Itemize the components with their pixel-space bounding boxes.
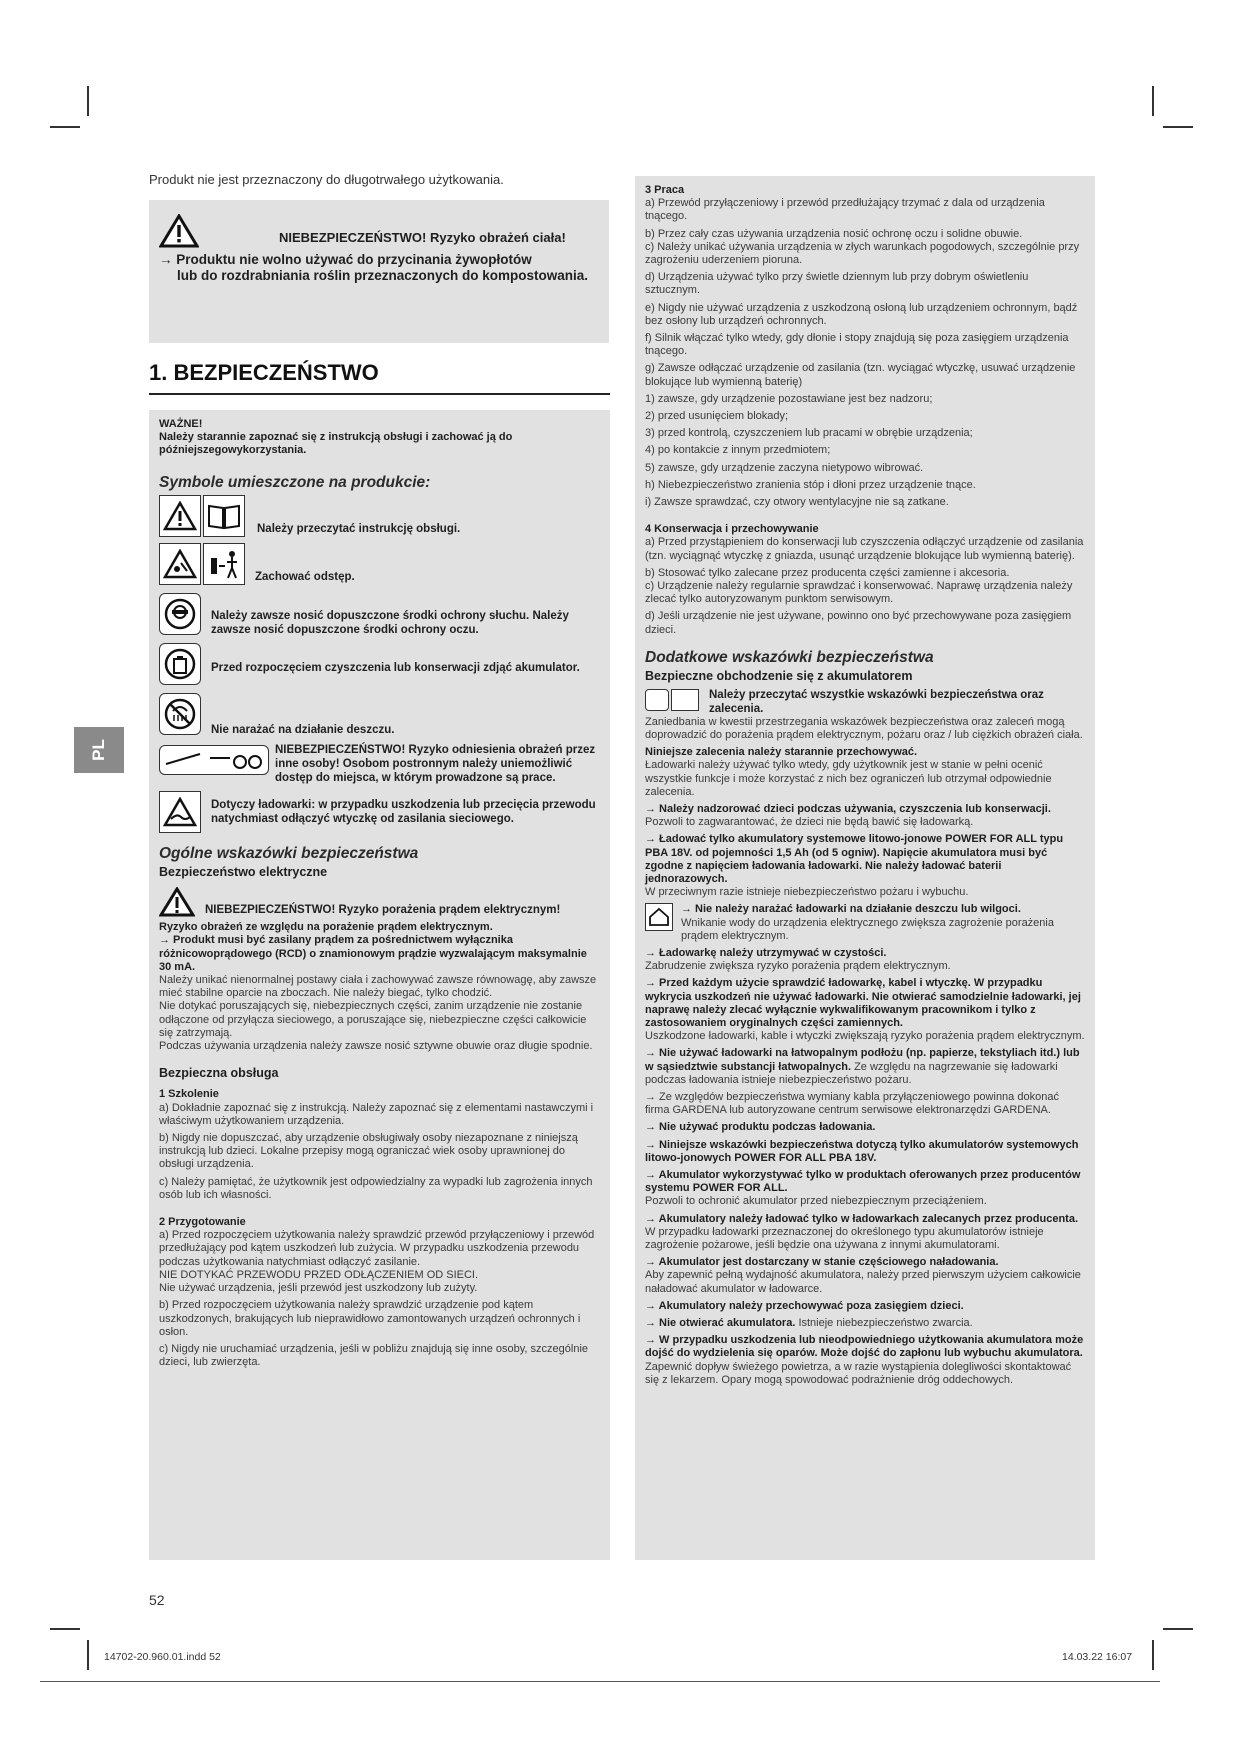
symbol-text: Dotyczy ładowarki: w przypadku uszkodzenia lub przecięcia przewodu natychmiast odłączyć wtyczkę od zasilania sieciowego. bbox=[211, 798, 596, 825]
symbol-row bbox=[159, 543, 600, 585]
general-heading: Ogólne wskazówki bezpieczeństwa bbox=[159, 844, 419, 862]
page-number: 52 bbox=[149, 1592, 165, 1608]
training-item: a) Dokładnie zapoznać się z instrukcją. Należy zapoznać się z elementami nastawczymi i właściwym użytkowaniem urządzenia. bbox=[159, 1101, 594, 1127]
no-rain-icon bbox=[159, 693, 201, 735]
symbol-text: Przed rozpoczęciem czyszczenia lub konserwacji zdjąć akumulator. bbox=[211, 661, 580, 674]
symbol-row bbox=[159, 691, 600, 737]
safe-operation-heading: Bezpieczna obsługa bbox=[159, 1066, 279, 1081]
warning-triangle-icon bbox=[159, 887, 195, 917]
preparation-heading: 2 Przygotowanie bbox=[159, 1216, 246, 1229]
training-item: c) Należy pamiętać, że użytkownik jest odpowiedzialny za wypadki lub zagrożenia innych osób lub ich własności. bbox=[159, 1175, 593, 1201]
electric-risk: Ryzyko obrażeń ze względu na porażenie prądem elektrycznym. bbox=[159, 921, 493, 934]
right-column bbox=[635, 176, 1095, 1560]
work-item: 5) zawsze, gdy urządzenie zaczyna nietypowo wibrować. bbox=[645, 461, 924, 474]
training-heading: 1 Szkolenie bbox=[159, 1088, 219, 1101]
distance-icon bbox=[203, 543, 245, 585]
electric-paragraph-3: Podczas używania urządzenia należy zawsze nosić sztywne obuwie oraz długie spodnie. bbox=[159, 1040, 593, 1053]
check-warning: → Przed każdym użycie sprawdzić ładowarkę, kabel i wtyczkę. W przypadku wykrycia uszkodzeń nie używać ładowarki. Nie otwierać samodzielnie ładowarki, jej naprawę należy zlecać wyłącznie wykwalifikowanym pracownikom i tylko z zastosowaniem oryginalnych części zamiennych. bbox=[645, 977, 1081, 1029]
battery-use-note: Pozwoli to ochronić akumulator przed niebezpiecznym przeciążeniem. bbox=[645, 1195, 987, 1208]
symbols-heading: Symbole umieszczone na produkcie: bbox=[159, 473, 431, 491]
charge-only-note: W przeciwnym razie istnieje niebezpieczeństwo pożaru i wybuchu. bbox=[645, 886, 969, 899]
remove-battery-icon bbox=[159, 643, 201, 685]
training-item: b) Nigdy nie dopuszczać, aby urządzenie obsługiwały osoby niezapoznane z niniejszą instrukcją lub dzieci. Lokalne przepisy mogą ograniczać wiek osoby uprawnionej do obsługi urządzenia. bbox=[159, 1132, 578, 1171]
footer-filename: 14702-20.960.01.indd 52 bbox=[104, 1651, 221, 1663]
warning-triangle-icon bbox=[159, 214, 199, 248]
work-item: 3) przed kontrolą, czyszczeniem lub pracami w obrębie urządzenia; bbox=[645, 427, 973, 440]
crop-mark bbox=[50, 1628, 80, 1630]
crop-mark bbox=[1163, 126, 1193, 128]
maintenance-item: c) Urządzenie należy regularnie sprawdzać i konserwować. Naprawę urządzenia należy zlecać tylko autoryzowanym punktom serwisowym. bbox=[645, 580, 1073, 606]
work-item: e) Nigdy nie używać urządzenia z uszkodzoną osłoną lub urządzeniem ochronnym, bądź bez osłony lub urządzeń ochronnych. bbox=[645, 301, 1078, 327]
electric-arrow-text: → Produkt musi być zasilany prądem za pośrednictwem wyłącznika różnicowoprądowego (RCD) o znamionowym prądzie wyzwalającym maksymalnie 30 mA. bbox=[159, 934, 587, 973]
crop-mark bbox=[87, 86, 89, 116]
clean-note: Zabrudzenie zwiększa ryzyko porażenia prądem elektrycznym. bbox=[645, 960, 951, 973]
section-rule bbox=[149, 393, 610, 395]
warning-icon bbox=[159, 495, 201, 537]
important-text: Należy starannie zapoznać się z instrukcją obsługi i zachować ją do późniejszegowykorzystania. bbox=[159, 431, 513, 457]
work-item: f) Silnik włączać tylko wtedy, gdy dłonie i stopy znajdują się poza zasięgiem urządzenia tnącego. bbox=[645, 332, 1069, 358]
work-item: d) Urządzenia używać tylko przy świetle dziennym lub przy dobrym oświetleniu sztucznym. bbox=[645, 271, 1029, 297]
book-icon bbox=[203, 495, 245, 537]
apply-warning: → Niniejsze wskazówki bezpieczeństwa dotyczą tylko akumulatorów systemowych litowo-jonowych POWER FOR ALL PBA 18V. bbox=[645, 1138, 1079, 1164]
symbol-text: NIEBEZPIECZEŃSTWO! Ryzyko odniesienia obrażeń przez inne osoby! Osobom postronnym należy uniemożliwić dostęp do miejsca, w którym prowadzone są prace. bbox=[275, 743, 596, 784]
preparation-item: b) Przed rozpoczęciem użytkowania należy sprawdzić urządzenie pod kątem uszkodzonych, brakujących lub nieprawidłowo zamontowanych urządzeń ochronnych i osłon. bbox=[159, 1299, 581, 1338]
preparation-item: a) Przed rozpoczęciem użytkowania należy sprawdzić przewód przyłączeniowy i przewód przedłużający pod kątem uszkodzeń lub zużycia. W przypadku uszkodzenia przewodu podczas użytkowania natychmiast odłączyć zasilanie. bbox=[159, 1229, 595, 1268]
no-use-warning: → Nie używać produktu podczas ładowania. bbox=[645, 1121, 876, 1134]
symbol-text: Nie narażać na działanie deszczu. bbox=[211, 723, 395, 736]
work-item: c) Należy unikać używania urządzenia w złych warunkach pogodowych, szczególnie przy zagrożeniu uderzeniem pioruna. bbox=[645, 240, 1080, 267]
maintenance-item: d) Jeśli urządzenie nie jest używane, powinno ono być przechowywane poza zasięgiem dzieci. bbox=[645, 610, 1072, 636]
work-item: a) Przewód przyłączeniowy i przewód przedłużający trzymać z dala od urządzenia tnącego. bbox=[645, 197, 1045, 223]
symbol-text: Należy przeczytać instrukcję obsługi. bbox=[257, 522, 461, 535]
work-item: h) Niebezpieczeństwo zranienia stóp i dłoni przez urządzenie tnące. bbox=[645, 478, 976, 491]
flying-objects-icon bbox=[159, 543, 201, 585]
maintenance-item: a) Przed przystąpieniem do konserwacji lub czyszczenia odłączyć urządzenie od zasilania (tzn. wyciągnąć wtyczkę z gniazda, usunąć urządzenie blokujące lub wymienną baterię). bbox=[645, 536, 1084, 562]
charge-warning: → Akumulatory należy ładować tylko w ładowarkach zalecanych przez producenta. bbox=[645, 1212, 1079, 1225]
keep-bystanders-away-icon bbox=[159, 745, 269, 775]
ear-eye-protection-icon bbox=[159, 593, 201, 635]
language-tab bbox=[74, 727, 124, 773]
danger-box bbox=[149, 200, 609, 343]
electric-danger: NIEBEZPIECZEŃSTWO! Ryzyko porażenia prądem elektrycznym! bbox=[205, 904, 561, 917]
preparation-item: Nie używać urządzenia, jeśli przewód jest uszkodzony lub zużyty. bbox=[159, 1282, 478, 1295]
open-warning: → Nie otwierać akumulatora. bbox=[645, 1317, 796, 1330]
crop-mark bbox=[87, 1640, 89, 1670]
important-label: WAŻNE! bbox=[159, 418, 203, 430]
work-item: 4) po kontakcie z innym przedmiotem; bbox=[645, 444, 831, 457]
work-item: 2) przed usunięciem blokady; bbox=[645, 410, 789, 423]
maintenance-item: b) Stosować tylko zalecane przez producenta części zamienne i akcesoria. bbox=[645, 566, 1010, 579]
store-warning: → Akumulatory należy przechowywać poza zasięgiem dzieci. bbox=[645, 1299, 964, 1312]
symbol-text: Zachować odstęp. bbox=[255, 570, 355, 583]
vapour-note: Zapewnić dopływ świeżego powietrza, a w razie wystąpienia dolegliwości skontaktować się z lekarzem. Opary mogą spowodować podrażnienie dróg oddechowych. bbox=[645, 1360, 1072, 1386]
extra-safety-heading: Dodatkowe wskazówki bezpieczeństwa bbox=[645, 648, 934, 666]
charge-only-warning: → Ładować tylko akumulatory systemowe litowo-jonowe POWER FOR ALL typu PBA 18V. od pojemności 1,5 Ah (od 5 ogniw). Napięcie akumulatora musi być zgodne z napięciem ładowania ładowarki. Nie należy ładować baterii jednorazowych. bbox=[645, 833, 1064, 885]
flammable-warning: → Nie używać ładowarki na łatwopalnym podłożu (np. papierze, tekstyliach itd.) lub w sąsiedztwie substancji łatwopalnych. bbox=[645, 1047, 1080, 1073]
section-title: 1. BEZPIECZEŃSTWO bbox=[149, 360, 379, 385]
check-note: Uszkodzone ładowarki, kable i wtyczki zwiększają ryzyko porażenia prądem elektrycznym. bbox=[645, 1030, 1085, 1043]
cable-note: → Ze względów bezpieczeństwa wymiany kabla przyłączeniowego powinna dokonać firma GARDENA lub autoryzowane centrum serwisowe elektronarzędzi GARDENA. bbox=[645, 1090, 1059, 1117]
intro-text: Produkt nie jest przeznaczony do długotrwałego użytkowania. bbox=[149, 172, 504, 187]
work-item: 1) zawsze, gdy urządzenie pozostawiane jest bez nadzoru; bbox=[645, 392, 933, 405]
symbol-row bbox=[159, 743, 600, 785]
symbol-row bbox=[159, 643, 600, 685]
electric-paragraph-1: Należy unikać nienormalnej postawy ciała i zachowywać zawsze równowagę, aby zawsze mieć stabilne oparcie na zboczach. Nie należy biegać, tylko chodzić. bbox=[159, 974, 597, 1000]
indoor-use-icon bbox=[645, 903, 673, 931]
danger-line-1: → Produktu nie wolno używać do przycinania żywopłotów bbox=[159, 252, 532, 267]
clean-warning: → Ładowarkę należy utrzymywać w czystości. bbox=[645, 946, 887, 959]
symbol-text: Należy zawsze nosić dopuszczone środki ochrony słuchu. Należy zawsze nosić dopuszczone środki ochrony oczu. bbox=[211, 609, 569, 636]
danger-title: NIEBEZPIECZEŃSTWO! Ryzyko obrażeń ciała! bbox=[279, 230, 566, 245]
electric-heading: Bezpieczeństwo elektryczne bbox=[159, 865, 328, 880]
children-note: Pozwoli to zagwarantować, że dzieci nie będą bawić się ładowarką. bbox=[645, 816, 974, 829]
vapour-warning: → W przypadku uszkodzenia lub nieodpowiedniego użytkowania akumulatora może dojść do wydzielenia się oparów. Może dojść do zapłonu lub wybuchu akumulatora. bbox=[645, 1334, 1084, 1360]
damaged-cable-icon bbox=[159, 791, 201, 833]
work-item: g) Zawsze odłączać urządzenie od zasilania (tzn. wyciągać wtyczkę, usuwać urządzenie blokujące lub wymienną baterię) bbox=[645, 362, 1076, 388]
symbol-row bbox=[159, 591, 600, 637]
footer-timestamp: 14.03.22 16:07 bbox=[1062, 1651, 1133, 1663]
work-item: b) Przez cały czas używania urządzenia nosić ochronę oczu i solidne obuwie. bbox=[645, 227, 1023, 240]
danger-line-2: lub do rozdrabniania roślin przeznaczonych do kompostowania. bbox=[177, 268, 589, 283]
children-warning: → Należy nadzorować dzieci podczas używania, czyszczenia lub konserwacji. bbox=[645, 802, 1051, 815]
preparation-item: NIE DOTYKAĆ PRZEWODU PRZED ODŁĄCZENIEM OD SIECI. bbox=[159, 1268, 479, 1281]
preparation-item: c) Nigdy nie uruchamiać urządzenia, jeśli w pobliżu znajdują się inne osoby, szczególnie dzieci, lub zwierzęta. bbox=[159, 1342, 589, 1369]
rain-note: Wnikanie wody do urządzenia elektrycznego zwiększa zagrożenie porażenia prądem elektrycznym. bbox=[681, 916, 1054, 942]
read-all-text: Należy przeczytać wszystkie wskazówki bezpieczeństwa oraz zalecenia. bbox=[709, 689, 1044, 715]
book-icon bbox=[671, 689, 699, 711]
read-instructions-icon bbox=[645, 689, 669, 711]
language-tab-label: PL bbox=[88, 739, 108, 761]
battery-use-warning: → Akumulator wykorzystywać tylko w produktach oferowanych przez producentów systemu POWER FOR ALL. bbox=[645, 1169, 1081, 1195]
symbol-row bbox=[159, 495, 600, 537]
battery-heading: Bezpieczne obchodzenie się z akumulatorem bbox=[645, 669, 913, 684]
maintenance-heading: 4 Konserwacja i przechowywanie bbox=[645, 523, 819, 536]
open-note: Istnieje niebezpieczeństwo zwarcia. bbox=[795, 1317, 973, 1330]
chargers-text: Ładowarki należy używać tylko wtedy, gdy użytkownik jest w stanie w pełni ocenić wszystkie funkcje i może korzystać z nich bez ograniczeń lub otrzymał odpowiednie zalecenia. bbox=[645, 759, 1052, 798]
rain-warning: → Nie należy narażać ładowarki na działanie deszczu lub wilgoci. bbox=[681, 903, 1021, 916]
crop-mark bbox=[1163, 1628, 1193, 1630]
left-column bbox=[149, 410, 610, 1560]
partial-charge-warning: → Akumulator jest dostarczany w stanie częściowego naładowania. bbox=[645, 1256, 999, 1269]
partial-charge-note: Aby zapewnić pełną wydajność akumulatora, należy przed pierwszym użyciem całkowicie naładować akumulator w ładowarce. bbox=[645, 1269, 1081, 1295]
flammable-note: Ze względu na nagrzewanie się ładowarki podczas ładowania istnieje niebezpieczeństwo pożaru. bbox=[645, 1060, 1058, 1086]
crop-mark bbox=[50, 126, 80, 128]
footer-rule bbox=[40, 1681, 1160, 1682]
crop-mark bbox=[1152, 1640, 1154, 1670]
crop-mark bbox=[1152, 86, 1154, 116]
electric-paragraph-2: Nie dotykać poruszających się, niebezpiecznych części, zanim urządzenie nie zostanie odłączone od przyłącza sieciowego, a poruszające się, niebezpieczne części całkowicie się zatrzymają. bbox=[159, 1000, 587, 1039]
neglect-text: Zaniedbania w kwestii przestrzegania wskazówek bezpieczeństwa oraz zaleceń mogą doprowadzić do porażenia prądem elektrycznym, pożaru oraz / lub ciężkich obrażeń ciała. bbox=[645, 715, 1083, 741]
work-item: i) Zawsze sprawdzać, czy otwory wentylacyjne nie są zatkane. bbox=[645, 496, 949, 509]
symbol-row bbox=[159, 791, 600, 833]
keep-text: Niniejsze zalecenia należy starannie przechowywać. bbox=[645, 746, 918, 759]
charge-note: W przypadku ładowarki przeznaczonej do określonego typu akumulatorów istnieje zagrożenie pożarowe, jeśli będzie ona używana z innymi akumulatorami. bbox=[645, 1225, 1044, 1252]
work-heading: 3 Praca bbox=[645, 184, 685, 196]
